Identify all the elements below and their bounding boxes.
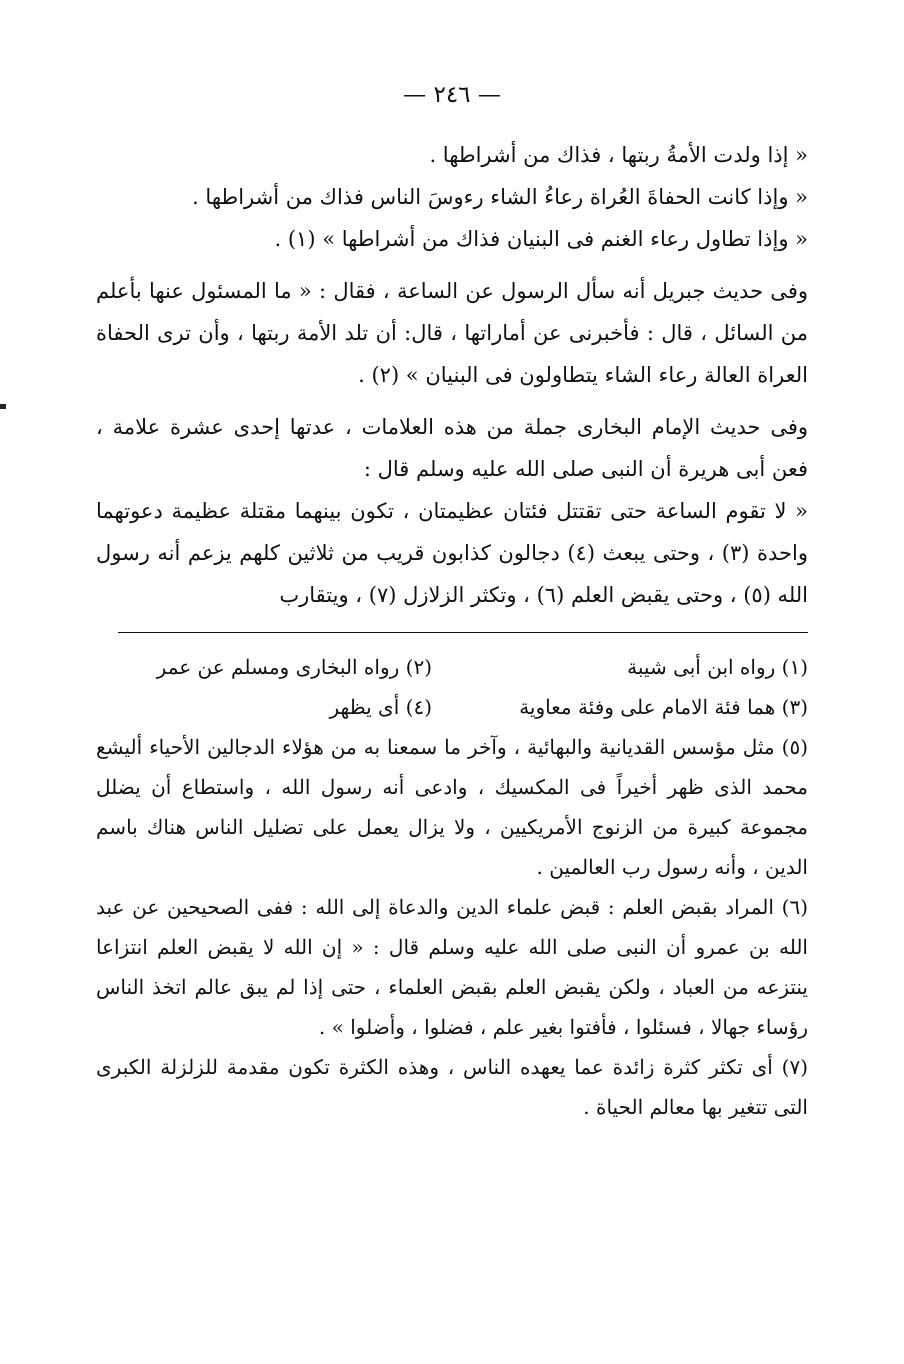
footnote-2: (٢) رواه البخارى ومسلم عن عمر bbox=[156, 655, 432, 679]
scan-artifact-mark bbox=[0, 404, 6, 409]
footnote-3: (٣) هما فئة الامام على وفئة معاوية bbox=[519, 695, 808, 719]
main-text bbox=[96, 134, 808, 616]
short-footnotes-grid bbox=[96, 647, 808, 727]
footnote-1: (١) رواه ابن أبى شيبة bbox=[627, 655, 808, 679]
hadith-line-2: « وإذا كانت الحفاةَ العُراة رعاءُ الشاء رءوسَ الناس فذاك من أشراطها . bbox=[192, 185, 808, 209]
footnote-6: (٦) المراد بقبض العلم : قبض علماء الدين والدعاة إلى الله : ففى الصحيحين عن عبد الله بن عمرو أن النبى صلى الله عليه وسلم قال : « إن الله لا يقبض العلم انتزاعا ينتزعه من العباد ، ولكن يقبض العلم بقبض العلماء ، حتى إذا لم يبق عالم اتخذ الناس رؤساء جهالا ، فسئلوا ، فأفتوا بغير علم ، فضلوا ، وأضلوا » . bbox=[96, 895, 808, 1039]
jibril-hadith-paragraph: وفى حديث جبريل أنه سأل الرسول عن الساعة ، فقال : « ما المسئول عنها بأعلم من السائل ، قال : فأخبرنى عن أماراتها ، قال: أن تلد الأمة ربتها ، وأن ترى الحفاة العراة العالة رعاء الشاء يتطاولون فى البنيان » (٢) . bbox=[96, 279, 808, 387]
page-number: — ٢٤٦ — bbox=[403, 82, 501, 108]
bukhari-intro-paragraph: وفى حديث الإمام البخارى جملة من هذه العلامات ، عدتها إحدى عشرة علامة ، فعن أبى هريرة أن النبى صلى الله عليه وسلم قال : bbox=[96, 415, 808, 481]
footnote-divider bbox=[118, 632, 808, 633]
hadith-line-3: « وإذا تطاول رعاء الغنم فى البنيان فذاك من أشراطها » (١) . bbox=[274, 227, 808, 251]
hadith-signs-paragraph: « لا تقوم الساعة حتى تقتتل فئتان عظيمتان ، تكون بينهما مقتلة عظيمة دعوتهما واحدة (٣) ، وحتى يبعث (٤) دجالون كذابون قريب من ثلاثين كلهم يزعم أنه رسول الله (٥) ، وحتى يقبض العلم (٦) ، وتكثر الزلازل (٧) ، ويتقارب bbox=[96, 499, 808, 607]
footnote-4: (٤) أى يظهر bbox=[329, 695, 432, 719]
hadith-line-1: « إذا ولدت الأمةُ ربتها ، فذاك من أشراطها . bbox=[429, 143, 808, 167]
footnote-5: (٥) مثل مؤسس القديانية والبهائية ، وآخر ما سمعنا به من هؤلاء الدجالين الأحياء أليشع محمد الذى ظهر أخيراً فى المكسيك ، وادعى أنه رسول الله ، واستطاع أن يضلل مجموعة كبيرة من الزنوج الأمريكيين ، ولا يزال يعمل على تضليل الناس هناك باسم الدين ، وأنه رسول رب العالمين . bbox=[96, 735, 808, 879]
footnotes bbox=[96, 647, 808, 1127]
footnote-7: (٧) أى تكثر كثرة زائدة عما يعهده الناس ، وهذه الكثرة تكون مقدمة للزلزلة الكبرى التى تتغير بها معالم الحياة . bbox=[96, 1055, 808, 1119]
